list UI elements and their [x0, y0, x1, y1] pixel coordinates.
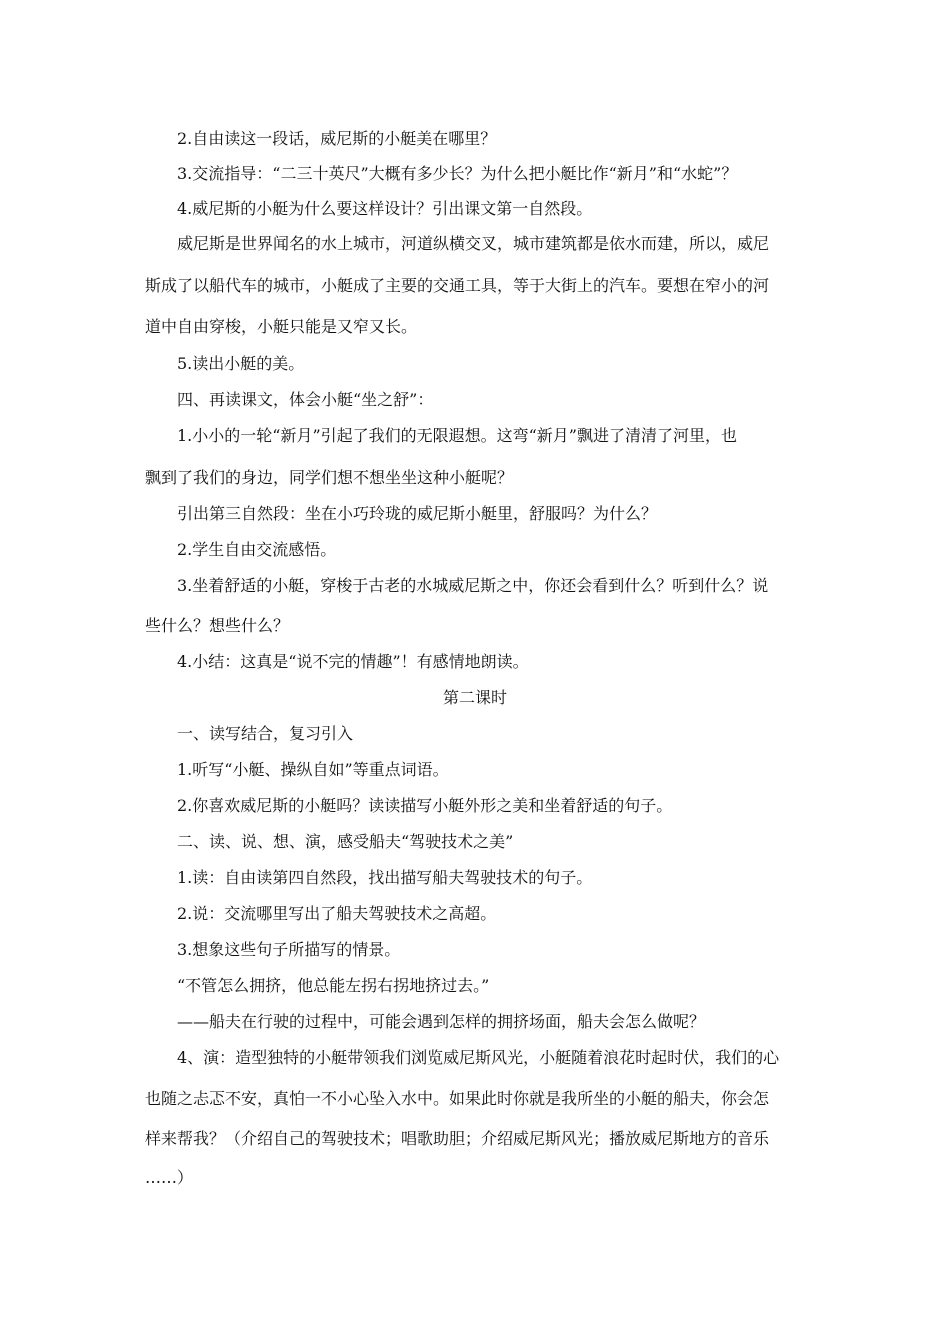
- text-line: 样来帮我？（介绍自己的驾驶技术；唱歌助胆；介绍威尼斯风光；播放威尼斯地方的音乐: [145, 1129, 770, 1148]
- text-line: 1.小小的一轮“新月”引起了我们的无限遐想。这弯“新月”飘进了清清了河里，也: [177, 426, 737, 445]
- text-line: 4、演：造型独特的小艇带领我们浏览威尼斯风光，小艇随着浪花时起时伏，我们的心: [177, 1048, 780, 1067]
- text-line: ……）: [145, 1168, 194, 1187]
- section-heading: 二、读、说、想、演，感受船夫“驾驶技术之美”: [177, 832, 514, 851]
- text-line: 3.交流指导：“二三十英尺”大概有多少长？为什么把小艇比作“新月”和“水蛇”？: [177, 164, 738, 183]
- text-line: 也随之忐忑不安，真怕一不小心坠入水中。如果此时你就是我所坐的小艇的船夫，你会怎: [145, 1089, 770, 1108]
- section-heading: 一、读写结合，复习引入: [177, 724, 354, 743]
- text-line: 2.你喜欢威尼斯的小艇吗？读读描写小艇外形之美和坐着舒适的句子。: [177, 796, 673, 815]
- text-line: 4.小结：这真是“说不完的情趣”！有感情地朗读。: [177, 652, 529, 671]
- lesson-title: 第二课时: [442, 688, 507, 707]
- text-line: 威尼斯是世界闻名的水上城市，河道纵横交叉，城市建筑都是依水而建，所以，威尼: [177, 234, 770, 253]
- text-line: 引出第三自然段：坐在小巧玲珑的威尼斯小艇里，舒服吗？为什么？: [177, 504, 658, 523]
- text-line: 2.学生自由交流感悟。: [177, 540, 337, 559]
- text-line: 3.想象这些句子所描写的情景。: [177, 940, 401, 959]
- text-line: 1.听写“小艇、操纵自如”等重点词语。: [177, 760, 449, 779]
- text-line: ——船夫在行驶的过程中，可能会遇到怎样的拥挤场面，船夫会怎么做呢？: [177, 1012, 706, 1031]
- quote-line: “不管怎么拥挤，他总能左拐右拐地挤过去。”: [177, 976, 490, 995]
- text-line: 2.自由读这一段话，威尼斯的小艇美在哪里？: [177, 129, 497, 148]
- text-line: 5.读出小艇的美。: [177, 354, 305, 373]
- section-heading: 四、再读课文，体会小艇“坐之舒”：: [177, 390, 434, 409]
- text-line: 2.说：交流哪里写出了船夫驾驶技术之高超。: [177, 904, 497, 923]
- text-line: 飘到了我们的身边，同学们想不想坐坐这种小艇呢？: [145, 468, 514, 487]
- text-line: 4.威尼斯的小艇为什么要这样设计？引出课文第一自然段。: [177, 199, 593, 218]
- text-line: 些什么？想些什么？: [145, 616, 290, 635]
- text-line: 道中自由穿梭，小艇只能是又窄又长。: [145, 317, 418, 336]
- text-line: 1.读：自由读第四自然段，找出描写船夫驾驶技术的句子。: [177, 868, 593, 887]
- text-line: 斯成了以船代车的城市，小艇成了主要的交通工具，等于大街上的汽车。要想在窄小的河: [145, 276, 770, 295]
- text-line: 3.坐着舒适的小艇，穿梭于古老的水城威尼斯之中，你还会看到什么？听到什么？说: [177, 576, 769, 595]
